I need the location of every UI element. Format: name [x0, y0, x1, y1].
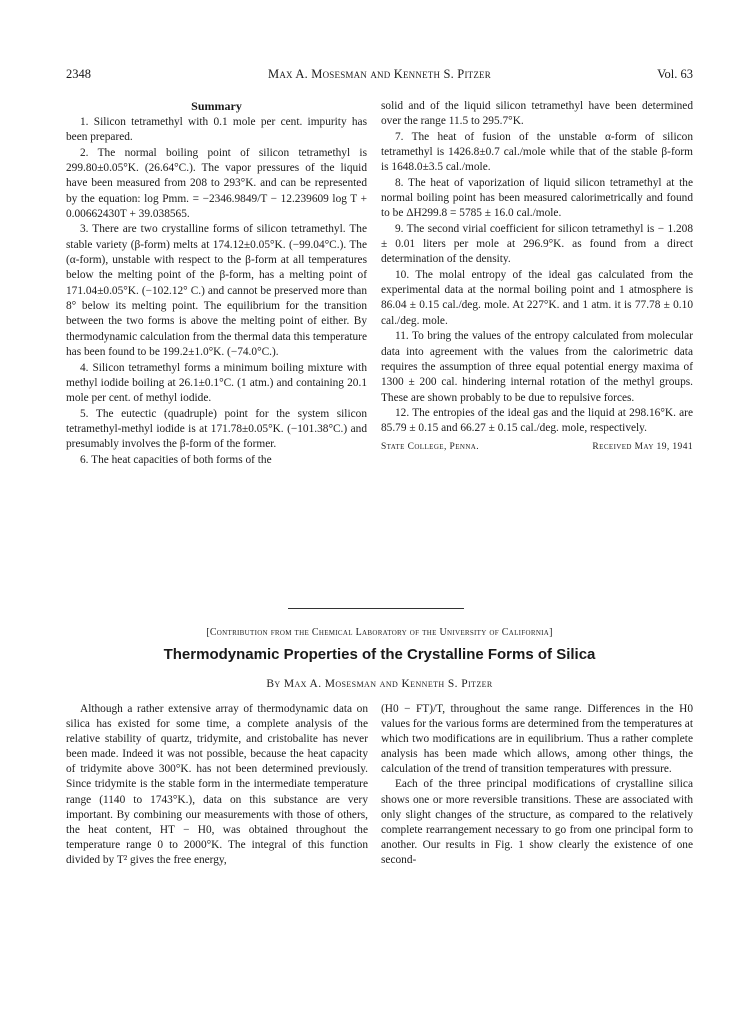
summary-item-3: 3. There are two crystalline forms of silicon tetramethyl. The stable variety (β-form) melts at 174.12±0.05°K. (−99.04°C.). The (α-form), unstable with respect to the β-form at all temperatures below the melting point of the β-form, has a melting point of 171.04±0.05°K. (−102.12° C.) and cannot be preserved more than 8° below its melting point. The equilibrium for the transition between the two forms is above the melting point of either. By thermodynamic calculation from the thermal data this temperature has been found to be 199.2±1.0°K. (−74.0°C.). — [66, 223, 367, 359]
article-paragraph: Each of the three principal modifications of crystalline silica shows one or more reversible transitions. These are associated with only slight changes of the structure, as compared to the relatively complete rearrangement necessary to go from one principal form to another. Our results in Fig. 1 show clearly the existence of one second- — [381, 778, 693, 866]
summary-item-1: 1. Silicon tetramethyl with 0.1 mole per cent. impurity has been prepared. — [66, 116, 367, 144]
article-left-column — [66, 702, 368, 868]
summary-item-12: 12. The entropies of the ideal gas and the liquid at 298.16°K. are 85.79 ± 0.15 and 66.27 ± 0.15 cal./deg. mole, respectively. — [381, 406, 693, 435]
section-divider — [288, 608, 464, 609]
summary-item-4: 4. Silicon tetramethyl forms a minimum boiling mixture with methyl iodide boiling at 26.1±0.1°C. (1 atm.) and containing 20.1 mole per cent. of methyl iodide. — [66, 361, 367, 405]
summary-item-7: 7. The heat of fusion of the unstable α-form of silicon tetramethyl is 1426.8±0.7 cal./mole while that of the stable β-form is 1648.0±3.5 cal./mole. — [381, 130, 693, 174]
volume-number: Vol. 63 — [657, 67, 693, 81]
summary-left-column — [66, 99, 367, 468]
page-number: 2348 — [66, 67, 91, 81]
summary-item-6: 6. The heat capacities of both forms of the — [80, 453, 272, 466]
summary-heading: Summary — [191, 99, 242, 113]
signature-row — [381, 438, 693, 454]
article-right-column — [381, 702, 693, 868]
summary-item-10: 10. The molal entropy of the ideal gas calculated from the experimental data at the normal boiling point and 1 atmosphere is 86.04 ± 0.15 cal./deg. mole. At 227°K. and 1 atm. it is 77.78 ± 0.10 cal./deg. mole. — [381, 268, 693, 327]
summary-item-5: 5. The eutectic (quadruple) point for the system silicon tetramethyl-methyl iodide is at 171.78±0.05°K. (−101.38°C.) and presumably involves the β-form of the former. — [66, 407, 367, 451]
summary-right-column — [381, 99, 693, 454]
running-head — [66, 67, 693, 85]
article-paragraph: Although a rather extensive array of thermodynamic data on silica has existed for some time, a complete analysis of the relative stability of quartz, tridymite, and cristobalite has never been made. Indeed it was not possible, because the heat capacity of tridymite above 300°K. has not been determined previously. Since tridymite is the stable form in the intermediate temperature range (1140 to 1743°K.), data on this substance are very important. By combining our measurements with those of others, the heat content, HT − H0, was obtained throughout the temperature range 0 to 2000°K. The integral of this function divided by T² gives the free energy, — [66, 703, 368, 866]
summary-item-11: 11. To bring the values of the entropy calculated from molecular data into agreement with the values from the calorimetric data requires the assumption of three equal potential energy maxima of 1300 ± 200 cal. hindering internal rotation of the methyl groups. These are shown probably to be due to repulsive forces. — [381, 330, 693, 404]
summary-item-6-continued: solid and of the liquid silicon tetramethyl have been determined over the range 11.5 to 295.7°K. — [381, 100, 693, 128]
received-date: Received May 19, 1941 — [592, 441, 693, 452]
article-paragraph-continued: (H0 − FT)/T, throughout the same range. Differences in the H0 values for the various forms are determined from the temperatures at which two modifications are in equilibrium. Thus a rather complete analysis has been made which allows, among other things, the calculation of the trend of transition temperatures with pressure. — [381, 703, 693, 776]
contribution-line: [Contribution from the Chemical Laboratory of the University of California] — [206, 627, 553, 638]
affiliation-location: State College, Penna. — [381, 441, 480, 452]
summary-item-2: 2. The normal boiling point of silicon tetramethyl is 299.80±0.05°K. (26.64°C.). The vapor pressures of the liquid have been measured from 208 to 293°K. and can be represented by the equation: log Pmm. = −2346.9849/T − 12.239609 log T + 0.00662430T + 39.038565. — [66, 146, 367, 221]
article-byline: By Max A. Mosesman and Kenneth S. Pitzer — [266, 678, 493, 690]
article-title: Thermodynamic Properties of the Crystalline Forms of Silica — [163, 646, 596, 663]
summary-item-8: 8. The heat of vaporization of liquid silicon tetramethyl at the normal boiling point has been measured calorimetrically and found to be ΔH299.8 = 5785 ± 16.0 cal./mole. — [381, 176, 693, 220]
summary-item-9: 9. The second virial coefficient for silicon tetramethyl is − 1.208 ± 0.01 liters per mole at 296.9°K. as found from a direct determination of the density. — [381, 222, 693, 266]
running-head-authors: Max A. Mosesman and Kenneth S. Pitzer — [268, 67, 491, 81]
